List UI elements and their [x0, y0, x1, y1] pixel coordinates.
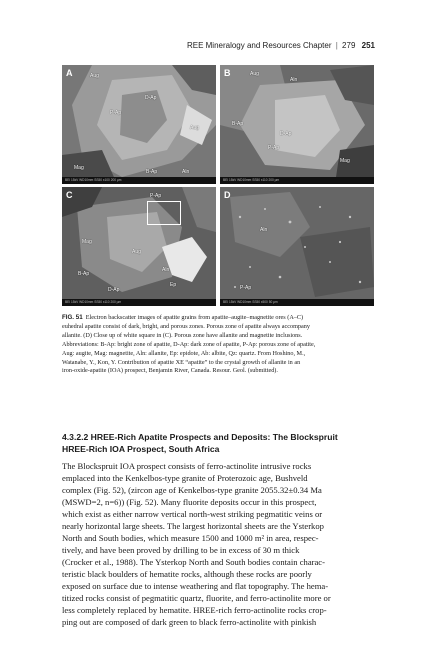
header-separator: |	[335, 41, 338, 50]
panel-c-scalebar: BEI 15kV WD10mm SS50 x110 200 µm	[62, 299, 216, 306]
panel-a-scalebar: BEI 15kV WD10mm SS50 x100 200 µm	[62, 177, 216, 184]
running-header	[0, 41, 375, 50]
panel-a-label-4: Aug	[190, 125, 199, 131]
section-heading	[62, 431, 382, 455]
caption-line: iron-oxide-apatite (IOA) prospect, Benjamin River, Canada. Resour. Geol. (submitted).	[62, 367, 278, 375]
panel-c-letter: C	[66, 190, 73, 200]
body-line: emplaced into the Kenkelbos-type granite of Proterozoic age, Bushveld	[62, 473, 308, 483]
body-line: North and South bodies, which measure 1500 and 1000 m² in area, respec-	[62, 533, 319, 543]
caption-line: euhedral apatite consist of dark, bright, and porous zones. Porous zone of apatite always accompany	[62, 322, 310, 330]
panel-b-label-4: B-Ap	[232, 121, 244, 127]
panel-c-label-5: D-Ap	[108, 287, 120, 293]
panel-b-label-1: Aug	[250, 71, 259, 77]
running-title: REE Mineralogy and Resources	[186, 41, 301, 50]
panel-d-label-1: Aln	[260, 227, 268, 233]
panel-d-letter: D	[224, 190, 231, 200]
panel-a-label-1: Aug	[90, 73, 99, 79]
panel-c-label-7: Ep	[170, 282, 177, 288]
body-line: titized rocks consist of pegmatitic quartz, fluorite, and ferro-actinolite more or	[62, 593, 331, 603]
body-line: teristic black boulders of hematite rocks, although these rocks are poorly	[62, 569, 312, 579]
panel-d-micrograph	[220, 187, 374, 306]
panel-a-label-7: Aln	[182, 169, 190, 175]
panel-a-letter: A	[66, 68, 73, 78]
panel-b-letter: B	[224, 68, 231, 78]
panel-b-scalebar: BEI 15kV WD10mm SS50 x110 200 µm	[220, 177, 374, 184]
body-line: ping out are composed of dark green to black ferro-actinolite with pinkish	[62, 617, 317, 627]
body-line: complex (Fig. 52), (zircon age of Kenkelbos-type granite 2055.32±0.34 Ma	[62, 485, 322, 495]
caption-line: Abbreviations: B-Ap: bright zone of apatite, D-Ap: dark zone of apatite, P-Ap: porous zone of apatite,	[62, 340, 316, 348]
body-paragraph	[62, 460, 374, 628]
panel-c-label-2: Mag	[82, 239, 92, 245]
panel-a-micrograph	[62, 65, 216, 184]
caption-line: Watanabe, Y., Kon, Y. Contribution of apatite XE “apatite” to the crystal growth of allanite in an	[62, 358, 301, 366]
caption-line	[62, 314, 374, 323]
section-heading-line-1: 4.3.2.2 HREE-Rich Apatite Prospects and Deposits: The Blockspruit	[62, 432, 338, 442]
panel-b-micrograph	[220, 65, 374, 184]
chapter-label: Chapter	[303, 41, 332, 50]
panel-d-scalebar: BEI 15kV WD10mm SS50 x500 50 µm	[220, 299, 374, 306]
panel-b-label-6: Mag	[340, 158, 350, 164]
body-line: exposed on surface due to intense weathering and flat topography. The hema-	[62, 581, 329, 591]
body-line: nearly horizontal large sheets. The largest horizontal sheets are the Ysterkop	[62, 521, 324, 531]
panel-a-label-6: B-Ap	[146, 169, 158, 175]
panel-c-image	[62, 187, 216, 306]
panel-a-label-5: Mag	[74, 165, 84, 171]
body-line: which exist as either narrow vertical north-west striking pegmatitic veins or	[62, 509, 323, 519]
section-heading-line-2: HREE-Rich IOA Prospect, South Africa	[62, 444, 220, 454]
panel-c-label-3: Aug	[132, 249, 141, 255]
panel-a-label-2: D-Ap	[145, 95, 157, 101]
panel-b-label-5: P-Ap	[268, 145, 280, 151]
caption-line: Aug: augite, Mag: magnetite, Aln: allanite, Ep: epidote, Ab: albite, Qz: quartz. From Hoshino, M.,	[62, 349, 306, 357]
panel-c-label-4: B-Ap	[78, 271, 90, 277]
panel-d-label-2: P-Ap	[240, 285, 252, 291]
figure-number: FIG. 51	[62, 314, 83, 321]
panel-b-label-2: Aln	[290, 77, 298, 83]
figure-caption	[62, 314, 374, 376]
body-line: (Crocker et al., 1988). The Ysterkop North and South bodies contain charac-	[62, 557, 325, 567]
panel-a-label-3: P-Ap	[110, 110, 122, 116]
panel-c-micrograph	[62, 187, 216, 306]
panel-c-white-square	[147, 201, 181, 225]
caption-line-text: Electron backscatter images of apatite grains from apatite–augite–magnetite ores (A–C)	[85, 314, 304, 321]
body-line: less completely replaced by hematite. HREE-rich ferro-actinolite rocks crop-	[62, 605, 327, 615]
body-line: tively, and have been proved by drilling to be in excess of 30 m thick	[62, 545, 300, 555]
panel-c-label-1: P-Ap	[150, 193, 162, 199]
body-line: (MSWD=2, n=6)) (Fig. 52). Many fluorite deposits occur in this prospect,	[62, 497, 317, 507]
body-line: The Blockspruit IOA prospect consists of ferro-actinolite intrusive rocks	[62, 461, 312, 471]
caption-line: allanite. (D) Close up of white square in (C). Porous zone have allanite and magnetite inclusions.	[62, 331, 303, 339]
panel-c-label-6: Aln	[162, 267, 170, 273]
page-number: 251	[361, 41, 375, 50]
chapter-number: 279	[342, 41, 356, 50]
figure-51	[62, 65, 374, 306]
panel-b-label-3: D-Ap	[280, 131, 292, 137]
